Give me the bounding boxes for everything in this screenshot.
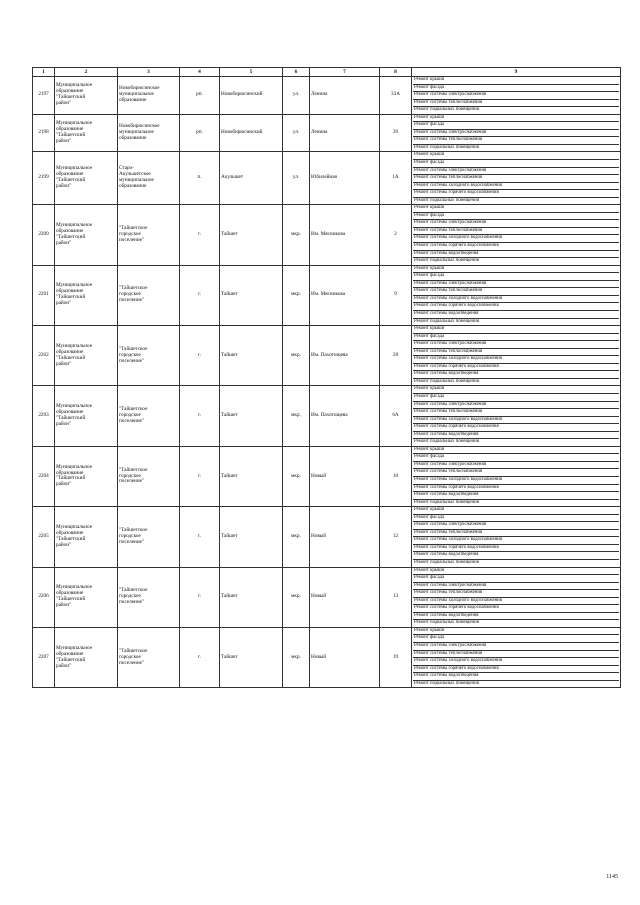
street-name-cell: Новый	[310, 446, 380, 506]
municipality-cell: Муниципальное образование "Тайшетский район"	[55, 326, 118, 386]
settlement-name-cell: Акульшет	[220, 152, 283, 205]
settlement-type-cell: п.	[180, 152, 220, 205]
municipality-cell: Муниципальное образование "Тайшетский район"	[55, 77, 118, 115]
works-list	[413, 628, 619, 687]
work-item: Ремонт системы теплоснабжения	[413, 349, 619, 357]
work-item: Ремонт системы горячего водоснабжения	[413, 303, 619, 311]
work-item: Ремонт фасада	[413, 635, 619, 643]
work-item: Ремонт системы водоотведения	[413, 492, 619, 500]
works-list	[413, 205, 619, 264]
work-item: Ремонт подвальных помещений	[414, 499, 480, 505]
work-item: Ремонт системы электроснабжения	[413, 92, 619, 100]
works-cell	[412, 265, 621, 325]
street-name-cell: Новый	[310, 507, 380, 567]
settlement-cell: Новобирюсинское муниципальное образование	[118, 114, 180, 152]
settlement-name-cell: Тайшет	[220, 567, 283, 627]
works-list	[413, 568, 619, 627]
settlement-name-cell: Тайшет	[220, 627, 283, 687]
settlement-name-cell: Тайшет	[220, 507, 283, 567]
work-item: Ремонт подвальных помещений	[414, 144, 480, 150]
work-item: Ремонт системы холодного водоснабжения	[413, 183, 619, 191]
work-item: Ремонт подвальных помещений	[414, 620, 480, 626]
work-item: Ремонт фасада	[413, 122, 619, 130]
column-header: 9	[412, 68, 621, 77]
column-header: 8	[380, 68, 412, 77]
table-body	[33, 77, 621, 688]
settlement-name-cell: Новобирюсинский	[220, 77, 283, 115]
work-item: Ремонт фасада	[413, 85, 619, 93]
work-item: Ремонт подвальных помещений	[414, 680, 480, 686]
work-item: Ремонт системы горячего водоснабжения	[413, 424, 619, 432]
record-number: 2205	[33, 507, 55, 567]
page-number: 1145	[606, 874, 618, 880]
work-item: Ремонт системы теплоснабжения	[413, 469, 619, 477]
house-number-cell: 9	[380, 265, 412, 325]
street-type-cell: ул.	[283, 152, 310, 205]
work-item: Ремонт системы электроснабжения	[413, 643, 619, 651]
work-item: Ремонт системы водоотведения	[413, 673, 619, 681]
work-item: Ремонт крыши	[413, 152, 619, 160]
settlement-type-cell: рп.	[180, 77, 220, 115]
street-name-cell: Им. Мясникова	[310, 265, 380, 325]
settlement-type-cell: рп.	[180, 114, 220, 152]
work-item: Ремонт фасада	[413, 213, 619, 221]
work-item: Ремонт системы водоотведения	[413, 251, 619, 259]
street-type-cell: мкр.	[283, 265, 310, 325]
settlement-name-cell: Новобирюсинский	[220, 114, 283, 152]
work-item: Ремонт фасада	[413, 394, 619, 402]
house-number-cell: 6А	[380, 386, 412, 446]
street-name-cell: Юбилейная	[310, 152, 380, 205]
municipality-cell: Муниципальное образование "Тайшетский район"	[55, 205, 118, 265]
work-item: Ремонт системы горячего водоснабжения	[413, 666, 619, 674]
settlement-cell: "Тайшетское городское поселение"	[118, 627, 180, 687]
works-list	[413, 386, 619, 445]
work-item: Ремонт системы теплоснабжения	[413, 409, 619, 417]
work-item: Ремонт системы холодного водоснабжения	[413, 658, 619, 666]
house-number-cell: 10	[380, 446, 412, 506]
house-number-cell: 1А	[380, 152, 412, 205]
house-number-cell: 28	[380, 326, 412, 386]
work-item: Ремонт системы водоотведения	[413, 311, 619, 319]
work-item: Ремонт системы теплоснабжения	[413, 100, 619, 108]
street-name-cell: Им. Пахотищева	[310, 326, 380, 386]
settlement-type-cell: г.	[180, 627, 220, 687]
settlement-type-cell: г.	[180, 326, 220, 386]
settlement-type-cell: г.	[180, 507, 220, 567]
work-item: Ремонт системы водоотведения	[413, 613, 619, 621]
settlement-name-cell: Тайшет	[220, 265, 283, 325]
work-item: Ремонт системы горячего водоснабжения	[413, 485, 619, 493]
work-item: Ремонт фасада	[413, 454, 619, 462]
work-item: Ремонт крыши	[413, 386, 619, 394]
works-cell	[412, 446, 621, 506]
work-item: Ремонт системы холодного водоснабжения	[413, 477, 619, 485]
municipality-cell: Муниципальное образование "Тайшетский район"	[55, 567, 118, 627]
municipality-cell: Муниципальное образование "Тайшетский район"	[55, 507, 118, 567]
work-item: Ремонт системы горячего водоснабжения	[413, 545, 619, 553]
street-type-cell: мкр.	[283, 326, 310, 386]
works-list	[413, 447, 619, 506]
house-number-cell: 19	[380, 627, 412, 687]
record-number: 2207	[33, 627, 55, 687]
record-number: 2199	[33, 152, 55, 205]
work-item: Ремонт подвальных помещений	[414, 318, 480, 324]
record-number: 2200	[33, 205, 55, 265]
municipality-cell: Муниципальное образование "Тайшетский район"	[55, 627, 118, 687]
works-cell	[412, 114, 621, 152]
work-item: Ремонт фасада	[413, 273, 619, 281]
settlement-cell: "Тайшетское городское поселение"	[118, 386, 180, 446]
work-item: Ремонт системы водоотведения	[413, 371, 619, 379]
settlement-cell: Старо- Акульшетское муниципальное образование	[118, 152, 180, 205]
work-item: Ремонт крыши	[413, 266, 619, 274]
works-list	[413, 507, 619, 566]
street-type-cell: мкр.	[283, 627, 310, 687]
work-item: Ремонт системы холодного водоснабжения	[413, 356, 619, 364]
settlement-type-cell: г.	[180, 265, 220, 325]
work-item: Ремонт системы горячего водоснабжения	[413, 190, 619, 198]
table-row	[33, 205, 621, 265]
house-number-cell: 12	[380, 507, 412, 567]
street-type-cell: мкр.	[283, 446, 310, 506]
work-item: Ремонт системы водоотведения	[413, 552, 619, 560]
work-item: Ремонт системы теплоснабжения	[413, 288, 619, 296]
table-row	[33, 386, 621, 446]
settlement-name-cell: Тайшет	[220, 326, 283, 386]
works-list	[413, 152, 619, 204]
street-type-cell: ул.	[283, 114, 310, 152]
works-cell	[412, 326, 621, 386]
settlement-type-cell: г.	[180, 567, 220, 627]
work-item: Ремонт фасада	[413, 515, 619, 523]
table-row	[33, 326, 621, 386]
column-header: 6	[283, 68, 310, 77]
work-item: Ремонт системы электроснабжения	[413, 402, 619, 410]
municipality-cell: Муниципальное образование "Тайшетский район"	[55, 265, 118, 325]
works-cell	[412, 386, 621, 446]
settlement-name-cell: Тайшет	[220, 205, 283, 265]
header-row	[33, 68, 621, 77]
work-item: Ремонт крыши	[413, 326, 619, 334]
work-item: Ремонт системы холодного водоснабжения	[413, 235, 619, 243]
column-header: 5	[220, 68, 283, 77]
work-item: Ремонт системы холодного водоснабжения	[413, 537, 619, 545]
work-item: Ремонт системы теплоснабжения	[413, 175, 619, 183]
work-item: Ремонт крыши	[413, 628, 619, 636]
settlement-cell: "Тайшетское городское поселение"	[118, 507, 180, 567]
work-item: Ремонт системы холодного водоснабжения	[413, 296, 619, 304]
record-number: 2197	[33, 77, 55, 115]
works-cell	[412, 77, 621, 115]
work-item: Ремонт подвальных помещений	[414, 258, 480, 264]
settlement-name-cell: Тайшет	[220, 386, 283, 446]
work-item: Ремонт фасада	[413, 334, 619, 342]
column-header: 2	[55, 68, 118, 77]
settlement-cell: "Тайшетское городское поселение"	[118, 205, 180, 265]
table-row	[33, 152, 621, 205]
table-row	[33, 446, 621, 506]
works-list	[413, 326, 619, 385]
table-row	[33, 114, 621, 152]
work-item: Ремонт системы холодного водоснабжения	[413, 598, 619, 606]
work-item: Ремонт крыши	[413, 568, 619, 576]
street-name-cell: Новый	[310, 627, 380, 687]
house-number-cell: 33А	[380, 77, 412, 115]
column-header: 1	[33, 68, 55, 77]
works-cell	[412, 205, 621, 265]
work-item: Ремонт крыши	[413, 77, 619, 85]
work-item: Ремонт подвальных помещений	[414, 107, 480, 113]
work-item: Ремонт системы электроснабжения	[413, 583, 619, 591]
works-list	[413, 77, 619, 114]
work-item: Ремонт системы горячего водоснабжения	[413, 364, 619, 372]
street-type-cell: мкр.	[283, 205, 310, 265]
works-cell	[412, 507, 621, 567]
work-item: Ремонт фасада	[413, 575, 619, 583]
settlement-cell: "Тайшетское городское поселение"	[118, 326, 180, 386]
street-name-cell: Им. Мясникова	[310, 205, 380, 265]
works-list	[413, 115, 619, 152]
work-item: Ремонт крыши	[413, 205, 619, 213]
table-row	[33, 265, 621, 325]
table-row	[33, 507, 621, 567]
record-number: 2203	[33, 386, 55, 446]
street-type-cell: мкр.	[283, 507, 310, 567]
work-item: Ремонт системы электроснабжения	[413, 281, 619, 289]
settlement-cell: "Тайшетское городское поселение"	[118, 265, 180, 325]
work-item: Ремонт системы горячего водоснабжения	[413, 605, 619, 613]
work-item: Ремонт подвальных помещений	[414, 197, 480, 203]
settlement-type-cell: г.	[180, 446, 220, 506]
street-name-cell: Им. Пахотищева	[310, 386, 380, 446]
street-name-cell: Ленина	[310, 114, 380, 152]
work-item: Ремонт системы теплоснабжения	[413, 590, 619, 598]
street-name-cell: Новый	[310, 567, 380, 627]
work-item: Ремонт системы теплоснабжения	[413, 530, 619, 538]
municipality-cell: Муниципальное образование "Тайшетский район"	[55, 114, 118, 152]
work-item: Ремонт системы теплоснабжения	[413, 137, 619, 145]
work-item: Ремонт крыши	[413, 447, 619, 455]
work-item: Ремонт системы холодного водоснабжения	[413, 417, 619, 425]
work-item: Ремонт системы электроснабжения	[413, 168, 619, 176]
work-item: Ремонт фасада	[413, 160, 619, 168]
works-cell	[412, 567, 621, 627]
works-cell	[412, 152, 621, 205]
work-item: Ремонт системы теплоснабжения	[413, 228, 619, 236]
work-item: Ремонт системы водоотведения	[413, 432, 619, 440]
work-item: Ремонт системы электроснабжения	[413, 130, 619, 138]
works-cell	[412, 627, 621, 687]
settlement-name-cell: Тайшет	[220, 446, 283, 506]
table-row	[33, 567, 621, 627]
house-number-cell: 13	[380, 567, 412, 627]
column-header: 4	[180, 68, 220, 77]
record-number: 2198	[33, 114, 55, 152]
municipality-cell: Муниципальное образование "Тайшетский район"	[55, 446, 118, 506]
work-item: Ремонт крыши	[413, 507, 619, 515]
settlement-type-cell: г.	[180, 205, 220, 265]
table-row	[33, 77, 621, 115]
work-item: Ремонт подвальных помещений	[414, 560, 480, 565]
table-row	[33, 627, 621, 687]
record-number: 2204	[33, 446, 55, 506]
street-name-cell: Ленина	[310, 77, 380, 115]
works-list	[413, 266, 619, 325]
work-item: Ремонт системы электроснабжения	[413, 522, 619, 530]
record-number: 2206	[33, 567, 55, 627]
work-item: Ремонт системы теплоснабжения	[413, 651, 619, 659]
work-item: Ремонт подвальных помещений	[414, 439, 480, 445]
work-item: Ремонт системы электроснабжения	[413, 341, 619, 349]
municipality-cell: Муниципальное образование "Тайшетский район"	[55, 386, 118, 446]
settlement-cell: Новобирюсинское муниципальное образование	[118, 77, 180, 115]
street-type-cell: мкр.	[283, 386, 310, 446]
work-item: Ремонт подвальных помещений	[414, 378, 480, 384]
column-header: 3	[118, 68, 180, 77]
work-item: Ремонт системы электроснабжения	[413, 462, 619, 470]
street-type-cell: мкр.	[283, 567, 310, 627]
work-item: Ремонт системы электроснабжения	[413, 220, 619, 228]
settlement-type-cell: г.	[180, 386, 220, 446]
record-number: 2201	[33, 265, 55, 325]
house-number-cell: 39	[380, 114, 412, 152]
work-item: Ремонт крыши	[413, 115, 619, 123]
register-table	[32, 67, 621, 688]
settlement-cell: "Тайшетское городское поселение"	[118, 567, 180, 627]
street-type-cell: ул.	[283, 77, 310, 115]
work-item: Ремонт системы горячего водоснабжения	[413, 243, 619, 251]
house-number-cell: 2	[380, 205, 412, 265]
record-number: 2202	[33, 326, 55, 386]
settlement-cell: "Тайшетское городское поселение"	[118, 446, 180, 506]
column-header: 7	[310, 68, 380, 77]
municipality-cell: Муниципальное образование "Тайшетский район"	[55, 152, 118, 205]
